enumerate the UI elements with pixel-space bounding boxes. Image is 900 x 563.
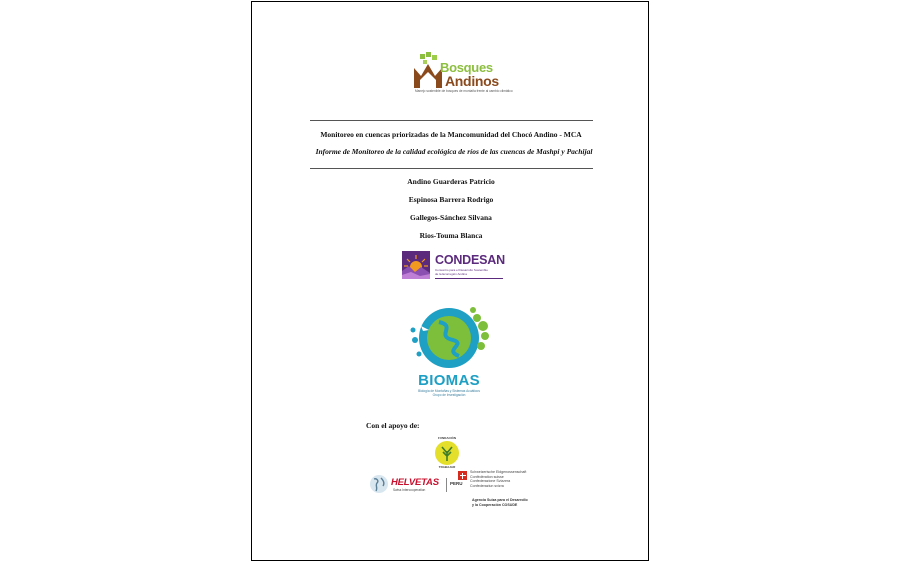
condesan-subtitle-line1: Consorcio para el Desarrollo Sostenible <box>435 268 488 272</box>
biomas-subtitle-line2: Grupo de Investigación <box>432 393 466 397</box>
cosude-agency-line1: Agencia Suiza para el Desarrollo <box>472 498 528 502</box>
swiss-flag-icon <box>458 471 467 480</box>
confederation-line: Schweizerische Eidgenossenschaft <box>470 470 527 474</box>
biomas-name: BIOMAS <box>418 372 480 389</box>
author-name: Espinosa Barrera Rodrigo <box>408 195 494 204</box>
document-page <box>251 1 649 561</box>
confederation-line: Confederazione Svizzera <box>470 479 511 484</box>
helvetas-country: PERU <box>450 481 463 486</box>
author-name: Rios-Touma Blanca <box>419 231 483 240</box>
biomas-globe-icon <box>399 300 499 372</box>
confederation-line: Confédération suisse <box>470 474 504 479</box>
helvetas-subtitle: Swiss Intercooperation <box>393 488 426 492</box>
globe-icon <box>369 474 389 494</box>
author-name: Andino Guarderas Patricio <box>407 177 495 186</box>
helvetas-logo <box>369 474 464 504</box>
condesan-subtitle <box>435 268 505 276</box>
title-bottom-rule <box>310 168 593 169</box>
condesan-sunrise-icon <box>402 251 430 279</box>
condesan-logo <box>402 251 507 281</box>
fundacion-bottom-text: TRABAJAR <box>438 465 456 469</box>
document-title: Monitoreo en cuencas priorizadas de la Mancomunidad del Chocó Andino - MCA <box>320 130 582 139</box>
confederation-line: Confederaziun svizra <box>470 483 504 488</box>
document-subtitle: Informe de Monitoreo de la calidad ecológica de ríos de las cuencas de Mashpi y Pachijal <box>315 147 593 156</box>
biomas-logo <box>399 300 499 405</box>
condesan-name: CONDESAN <box>435 253 505 267</box>
biomas-subtitle-line1: Biología de Montañas y Sistemas Acuáticos <box>418 389 480 393</box>
condesan-subtitle-line2: de la Ecorregión Andina <box>435 272 467 276</box>
bosques-andinos-line2: Andinos <box>445 73 499 89</box>
fundacion-trabajar-logo <box>432 436 462 470</box>
helvetas-divider <box>446 478 447 492</box>
title-top-rule <box>310 120 593 121</box>
bosques-andinos-logo <box>412 52 512 98</box>
condesan-underline <box>435 278 503 279</box>
biomas-subtitle <box>407 389 491 397</box>
fundacion-top-text: FUNDACIÓN <box>438 436 456 440</box>
swiss-confederation-text <box>470 470 526 488</box>
cosude-agency-text <box>472 498 528 507</box>
author-name: Gallegos-Sánchez Silvana <box>410 213 492 222</box>
support-label: Con el apoyo de: <box>366 421 420 430</box>
bosques-andinos-tagline: Manejo sostenible de bosques de montaña frente al cambio climático <box>415 89 513 93</box>
bosques-andinos-line1: Bosques <box>440 60 493 75</box>
helvetas-name: HELVETAS <box>391 477 439 488</box>
cosude-agency-line2: y la Cooperación COSUDE <box>472 502 518 507</box>
cosude-logo <box>458 469 548 509</box>
fundacion-tree-icon <box>435 441 459 465</box>
